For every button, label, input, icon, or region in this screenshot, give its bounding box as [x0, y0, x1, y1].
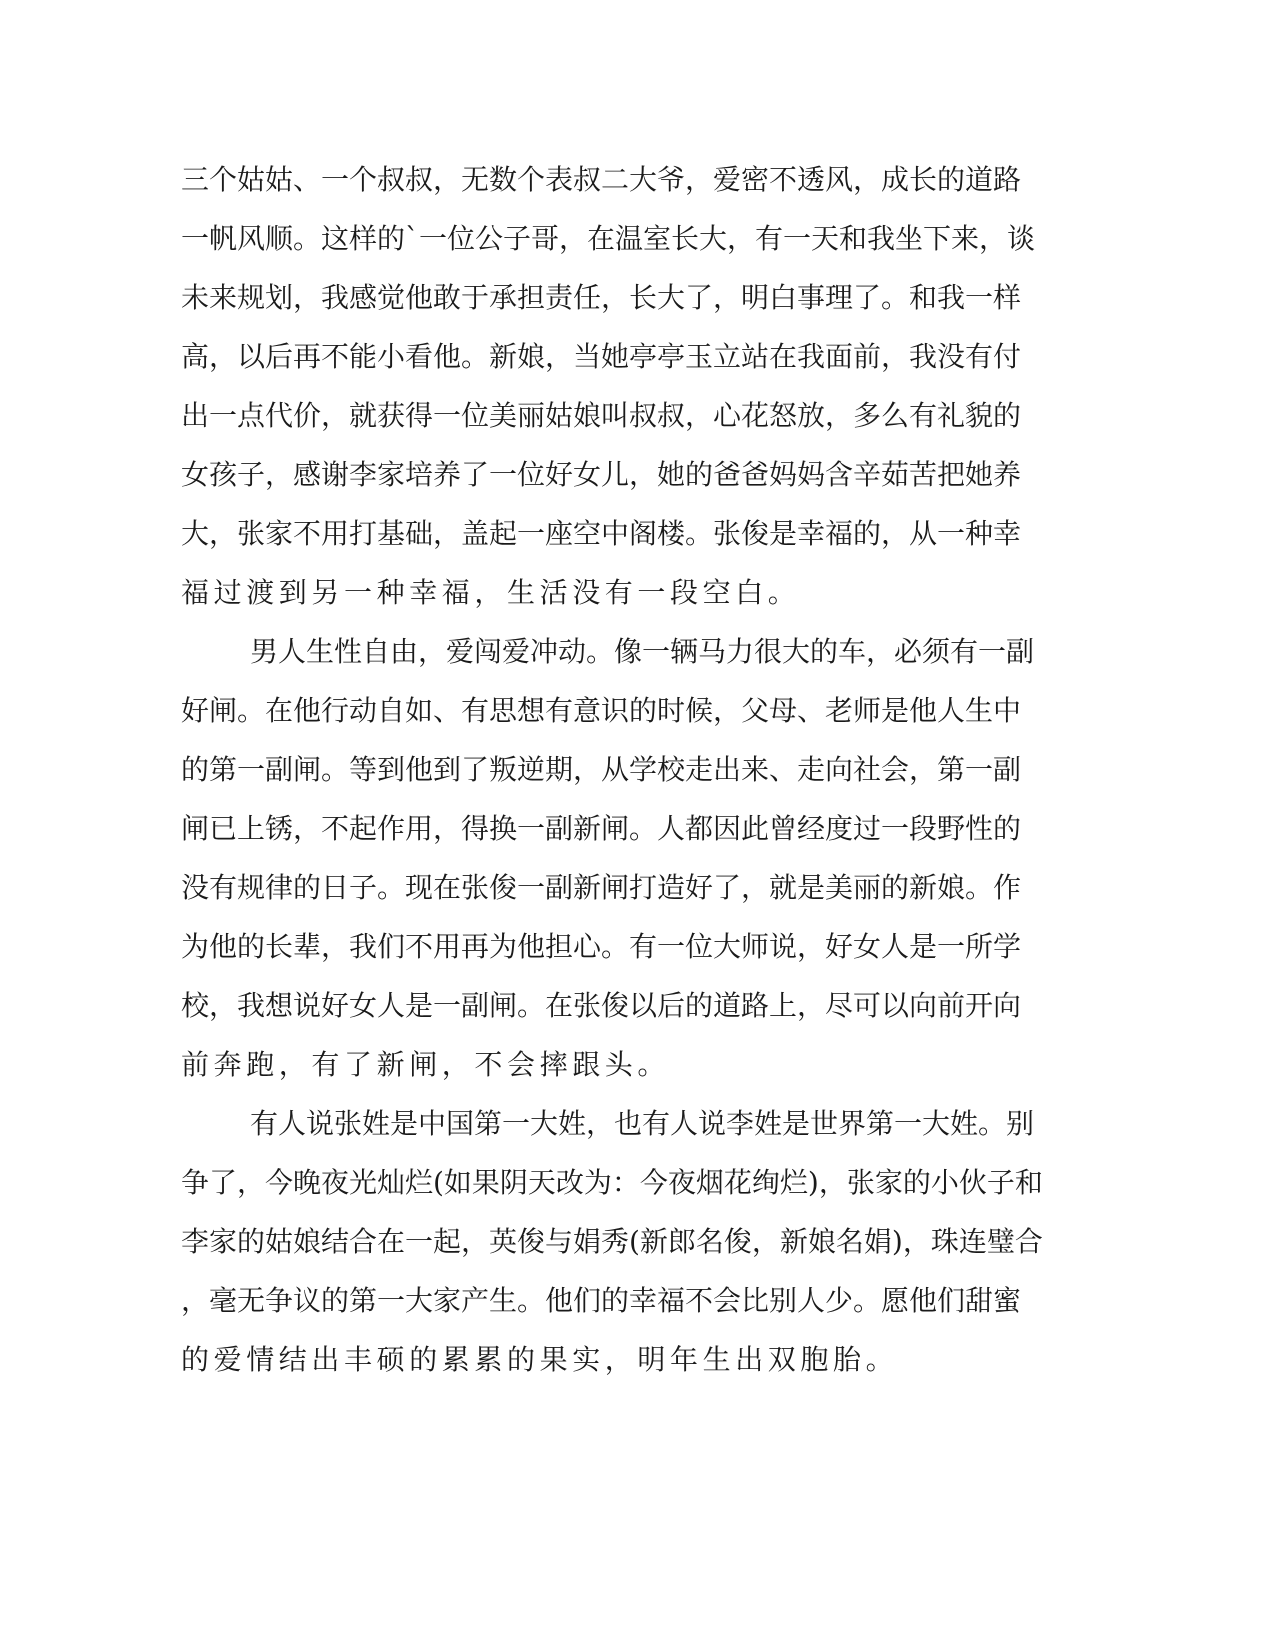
- text-line: 闸已上锈，不起作用，得换一副新闸。人都因此曾经度过一段野性的: [181, 812, 1022, 845]
- text-line: 的第一副闸。等到他到了叛逆期，从学校走出来、走向社会，第一副: [181, 753, 1022, 786]
- text-line: 有人说张姓是中国第一大姓，也有人说李姓是世界第一大姓。别: [250, 1107, 1035, 1140]
- text-line: 高，以后再不能小看他。新娘，当她亭亭玉立站在我面前，我没有付: [181, 340, 1022, 373]
- text-line: 校，我想说好女人是一副闸。在张俊以后的道路上，尽可以向前开向: [181, 989, 1022, 1022]
- text-line: 李家的姑娘结合在一起，英俊与娟秀(新郎名俊，新娘名娟)，珠连璧合: [181, 1225, 1043, 1258]
- text-line: 为他的长辈，我们不用再为他担心。有一位大师说，好女人是一所学: [181, 930, 1022, 963]
- text-line: 男人生性自由，爱闯爱冲动。像一辆马力很大的车，必须有一副: [250, 635, 1035, 668]
- text-line: 争了，今晚夜光灿烂(如果阴天改为：今夜烟花绚烂)，张家的小伙子和: [181, 1166, 1043, 1199]
- text-line: 出一点代价，就获得一位美丽姑娘叫叔叔，心花怒放，多么有礼貌的: [181, 399, 1022, 432]
- text-line: 前奔跑，有了新闸，不会摔跟头。: [181, 1048, 671, 1081]
- text-line: ，毫无争议的第一大家产生。他们的幸福不会比别人少。愿他们甜蜜: [181, 1284, 1022, 1317]
- text-line: 一帆风顺。这样的`一位公子哥，在温室长大，有一天和我坐下来，谈: [181, 222, 1036, 255]
- text-line: 没有规律的日子。现在张俊一副新闸打造好了，就是美丽的新娘。作: [181, 871, 1022, 904]
- text-line: 好闸。在他行动自如、有思想有意识的时候，父母、老师是他人生中: [181, 694, 1022, 727]
- text-line: 未来规划，我感觉他敢于承担责任，长大了，明白事理了。和我一样: [181, 281, 1022, 314]
- text-line: 女孩子，感谢李家培养了一位好女儿，她的爸爸妈妈含辛茹苦把她养: [181, 458, 1022, 491]
- text-line: 大，张家不用打基础，盖起一座空中阁楼。张俊是幸福的，从一种幸: [181, 517, 1022, 550]
- text-line: 福过渡到另一种幸福，生活没有一段空白。: [181, 576, 801, 609]
- text-line: 的爱情结出丰硕的累累的果实，明年生出双胞胎。: [181, 1343, 899, 1376]
- text-line: 三个姑姑、一个叔叔，无数个表叔二大爷，爱密不透风，成长的道路: [181, 163, 1022, 196]
